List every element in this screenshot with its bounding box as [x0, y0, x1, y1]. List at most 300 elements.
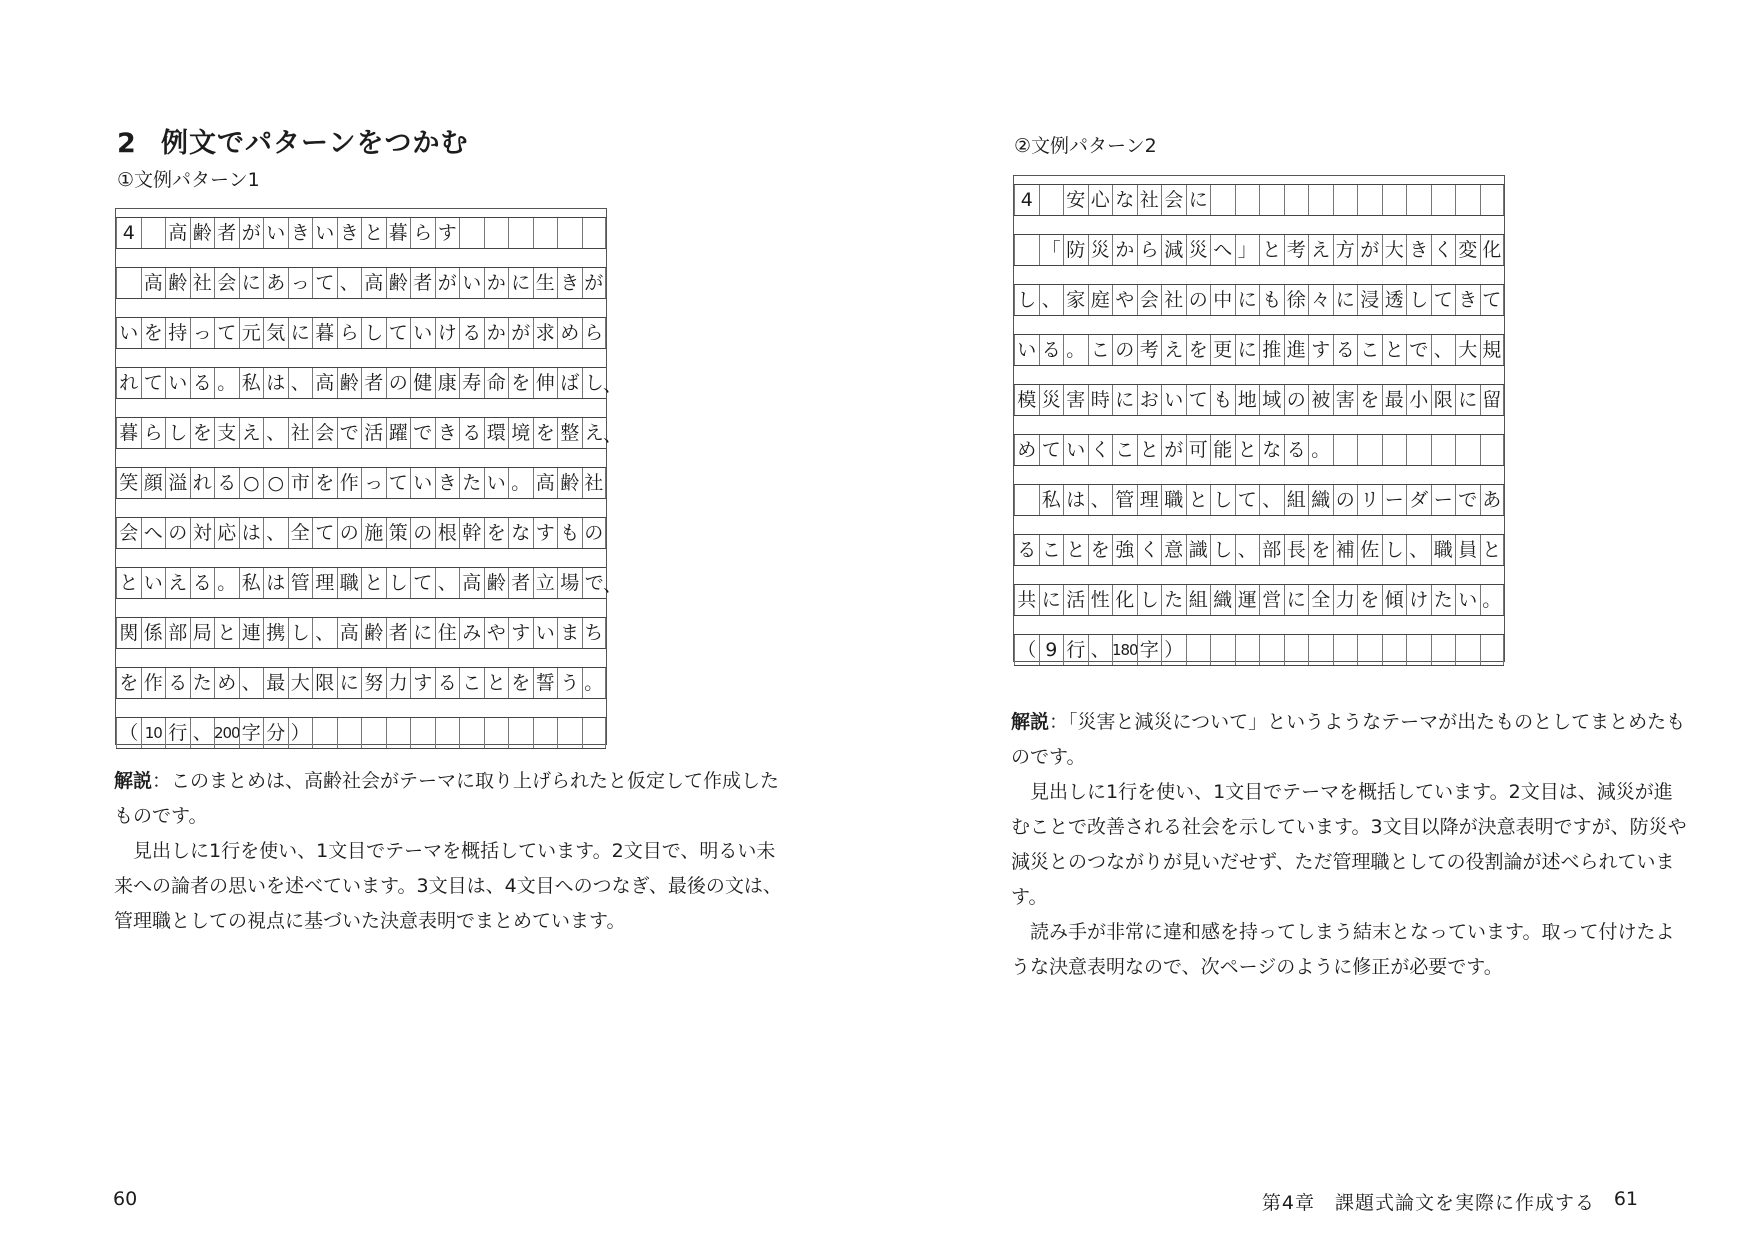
manuscript-cell: 4 [1014, 185, 1039, 215]
manuscript-cell: 。 [214, 568, 239, 598]
manuscript-cell: は [263, 568, 288, 598]
manuscript-cell: 時 [1088, 385, 1113, 415]
manuscript-cell [459, 218, 484, 248]
manuscript-cell: 災 [1088, 235, 1113, 265]
manuscript-cell: え [582, 418, 607, 448]
manuscript-cell: に [410, 618, 435, 648]
manuscript-cell: 共 [1014, 585, 1039, 615]
manuscript-cell: 高 [533, 468, 558, 498]
manuscript-cell: に [508, 268, 533, 298]
manuscript-cell: 、 [337, 268, 362, 298]
manuscript-cell: に [1284, 585, 1309, 615]
manuscript-cell: と [1235, 435, 1260, 465]
manuscript-cell: 力 [1333, 585, 1358, 615]
manuscript-cell: 生 [533, 268, 558, 298]
manuscript-cell: 躍 [386, 418, 411, 448]
manuscript-row [116, 717, 606, 749]
manuscript-cell [1186, 635, 1211, 665]
manuscript-cell: ○ [263, 468, 288, 498]
manuscript-cell: 施 [361, 518, 386, 548]
manuscript-cell: 、 [1431, 335, 1456, 365]
manuscript-cell: で [337, 418, 362, 448]
manuscript-cell: え [1161, 335, 1186, 365]
explanation-paragraph: 読み手が非常に違和感を持ってしまう結末となっています。取って付けたような決意表明なので、次ページのように修正が必要です。 [1011, 921, 1675, 978]
page-number: 61 [1613, 1188, 1638, 1210]
manuscript-cell: 、 [1259, 485, 1284, 515]
manuscript-cell: 齢 [484, 568, 509, 598]
manuscript-cell: 庭 [1088, 285, 1113, 315]
manuscript-cell: に [1455, 385, 1480, 415]
manuscript-cell [1455, 185, 1480, 215]
manuscript-cell: 、 [190, 718, 215, 748]
manuscript-cell: る [459, 418, 484, 448]
manuscript-cell: 局 [190, 618, 215, 648]
manuscript-cell: っ [190, 318, 215, 348]
manuscript-cell: に [1186, 185, 1211, 215]
manuscript-cell: 会 [214, 268, 239, 298]
manuscript-cell: て [410, 568, 435, 598]
manuscript-cell: す [533, 518, 558, 548]
manuscript-cell: 強 [1112, 535, 1137, 565]
manuscript-row [116, 417, 622, 449]
manuscript-cell: 分 [263, 718, 288, 748]
manuscript-cell: 限 [312, 668, 337, 698]
manuscript-cell: 環 [484, 418, 509, 448]
manuscript-cell: い [165, 368, 190, 398]
manuscript-cell: き [435, 418, 460, 448]
manuscript-row [1014, 484, 1504, 516]
manuscript-cell [1480, 185, 1505, 215]
manuscript-cell [435, 718, 460, 748]
manuscript-row [1014, 284, 1504, 316]
manuscript-cell: 徐 [1284, 285, 1309, 315]
manuscript-cell: の [386, 368, 411, 398]
manuscript-cell: を [1357, 585, 1382, 615]
manuscript-cell: 、 [1406, 535, 1431, 565]
manuscript-cell: 高 [361, 268, 386, 298]
manuscript-cell: 、 [1235, 535, 1260, 565]
manuscript-cell: ら [410, 218, 435, 248]
manuscript-cell: ち [582, 618, 607, 648]
manuscript-cell: 齢 [386, 268, 411, 298]
manuscript-cell: 200 [214, 718, 239, 748]
manuscript-cell: 織 [1308, 485, 1333, 515]
manuscript-cell: い [459, 268, 484, 298]
manuscript-cell: 最 [263, 668, 288, 698]
manuscript-cell: も [557, 518, 582, 548]
manuscript-cell [1235, 185, 1260, 215]
manuscript-cell: が [1357, 235, 1382, 265]
manuscript-cell: 対 [190, 518, 215, 548]
manuscript-cell: る [459, 318, 484, 348]
manuscript-cell [1210, 185, 1235, 215]
manuscript-cell: 傾 [1382, 585, 1407, 615]
manuscript-cell: を [116, 668, 141, 698]
manuscript-cell: 小 [1406, 385, 1431, 415]
manuscript-cell: 害 [1333, 385, 1358, 415]
manuscript-cell: へ [141, 518, 166, 548]
manuscript-cell: に [1039, 585, 1064, 615]
manuscript-cell: ー [1431, 485, 1456, 515]
manuscript-grid-pattern-1 [115, 208, 622, 745]
manuscript-cell: は [1063, 485, 1088, 515]
manuscript-cell: 者 [508, 568, 533, 598]
manuscript-cell: が [1161, 435, 1186, 465]
manuscript-cell: 顔 [141, 468, 166, 498]
manuscript-cell: と [361, 218, 386, 248]
manuscript-cell: 、 [239, 668, 264, 698]
manuscript-cell: 支 [214, 418, 239, 448]
manuscript-cell [582, 718, 607, 748]
manuscript-cell: る [435, 668, 460, 698]
manuscript-cell: 幹 [459, 518, 484, 548]
manuscript-cell: め [1014, 435, 1039, 465]
manuscript-cell: 者 [214, 218, 239, 248]
manuscript-row [116, 217, 606, 249]
manuscript-cell: 4 [116, 218, 141, 248]
manuscript-cell: ー [1382, 485, 1407, 515]
manuscript-cell: 防 [1063, 235, 1088, 265]
manuscript-row [116, 617, 606, 649]
manuscript-cell: 社 [288, 418, 313, 448]
manuscript-cell [533, 718, 558, 748]
manuscript-cell [1284, 635, 1309, 665]
manuscript-cell: て [214, 318, 239, 348]
manuscript-cell: や [1112, 285, 1137, 315]
manuscript-cell: 中 [1210, 285, 1235, 315]
manuscript-cell [410, 718, 435, 748]
manuscript-cell: に [1333, 285, 1358, 315]
manuscript-cell: こ [459, 668, 484, 698]
manuscript-cell: 10 [141, 718, 166, 748]
chapter-footer: 第4章 課題式論文を実際に作成する [1261, 1192, 1595, 1214]
manuscript-row [116, 567, 622, 599]
manuscript-cell: て [1431, 285, 1456, 315]
manuscript-cell: す [410, 668, 435, 698]
manuscript-cell: 浸 [1357, 285, 1382, 315]
manuscript-cell: を [484, 518, 509, 548]
manuscript-cell: 」 [1235, 235, 1260, 265]
manuscript-row [116, 267, 606, 299]
manuscript-cell [1284, 185, 1309, 215]
manuscript-cell: に [337, 668, 362, 698]
manuscript-cell: と [1480, 535, 1505, 565]
manuscript-cell [508, 218, 533, 248]
manuscript-cell: あ [1480, 485, 1505, 515]
manuscript-cell: 私 [239, 568, 264, 598]
manuscript-cell [1431, 185, 1456, 215]
left-page [0, 0, 877, 1241]
manuscript-cell: 高 [312, 368, 337, 398]
manuscript-cell: 社 [190, 268, 215, 298]
explanation-label: 解説 [1011, 711, 1050, 733]
manuscript-cell: 溢 [165, 468, 190, 498]
manuscript-cell: 。 [1308, 435, 1333, 465]
manuscript-cell: 字 [239, 718, 264, 748]
manuscript-cell: 住 [435, 618, 460, 648]
manuscript-cell: 部 [1259, 535, 1284, 565]
manuscript-cell: 場 [557, 568, 582, 598]
manuscript-cell: の [1333, 485, 1358, 515]
manuscript-cell [337, 718, 362, 748]
manuscript-cell: が [508, 318, 533, 348]
manuscript-cell: 市 [288, 468, 313, 498]
manuscript-cell: 大 [1455, 335, 1480, 365]
manuscript-cell: （ [116, 718, 141, 748]
manuscript-cell: で [582, 568, 607, 598]
manuscript-cell: 識 [1186, 535, 1211, 565]
manuscript-cell: と [214, 618, 239, 648]
manuscript-cell: 変 [1455, 235, 1480, 265]
manuscript-cell [484, 218, 509, 248]
manuscript-cell: 、 [263, 518, 288, 548]
manuscript-cell: 営 [1259, 585, 1284, 615]
manuscript-cell: て [1186, 385, 1211, 415]
manuscript-cell [1357, 635, 1382, 665]
manuscript-cell: 持 [165, 318, 190, 348]
manuscript-cell: 推 [1259, 335, 1284, 365]
manuscript-cell: 規 [1480, 335, 1505, 365]
manuscript-grid-pattern-2 [1013, 175, 1505, 662]
manuscript-cell: 高 [141, 268, 166, 298]
manuscript-cell [1480, 635, 1505, 665]
manuscript-cell: 応 [214, 518, 239, 548]
manuscript-cell: 高 [165, 218, 190, 248]
manuscript-cell: く [1137, 535, 1162, 565]
right-page [877, 0, 1755, 1241]
manuscript-cell: ） [288, 718, 313, 748]
manuscript-cell: は [263, 368, 288, 398]
manuscript-cell: っ [361, 468, 386, 498]
manuscript-cell [1357, 435, 1382, 465]
manuscript-cell: え [1308, 235, 1333, 265]
manuscript-cell: た [1431, 585, 1456, 615]
manuscript-row [116, 367, 622, 399]
manuscript-cell: の [1284, 385, 1309, 415]
manuscript-cell [1333, 435, 1358, 465]
manuscript-cell: と [484, 668, 509, 698]
manuscript-row [1014, 634, 1504, 666]
margin-punctuation: 、 [602, 373, 622, 396]
manuscript-cell: 、 [1088, 635, 1113, 665]
manuscript-cell: 立 [533, 568, 558, 598]
manuscript-cell: 元 [239, 318, 264, 348]
manuscript-cell: と [1137, 435, 1162, 465]
manuscript-cell: 性 [1088, 585, 1113, 615]
manuscript-cell: 会 [116, 518, 141, 548]
manuscript-cell [1382, 185, 1407, 215]
manuscript-cell: を [508, 368, 533, 398]
manuscript-cell: ら [337, 318, 362, 348]
manuscript-cell: こ [1357, 335, 1382, 365]
manuscript-cell: と [1259, 235, 1284, 265]
manuscript-cell: い [1161, 385, 1186, 415]
manuscript-cell: き [1455, 285, 1480, 315]
manuscript-cell: 。 [1063, 335, 1088, 365]
manuscript-cell [1210, 635, 1235, 665]
manuscript-cell: ば [557, 368, 582, 398]
manuscript-cell: 「 [1039, 235, 1064, 265]
explanation-pattern-2 [1011, 705, 1691, 985]
manuscript-cell: し [582, 368, 607, 398]
manuscript-cell: ダ [1406, 485, 1431, 515]
manuscript-cell [557, 218, 582, 248]
manuscript-cell: 可 [1186, 435, 1211, 465]
manuscript-cell: て [312, 268, 337, 298]
section-title: 例文でパターンをつかむ [161, 128, 469, 159]
manuscript-cell: 方 [1333, 235, 1358, 265]
manuscript-cell: 意 [1161, 535, 1186, 565]
manuscript-cell: 大 [288, 668, 313, 698]
manuscript-cell: 組 [1284, 485, 1309, 515]
manuscript-cell: 家 [1063, 285, 1088, 315]
manuscript-cell: て [1039, 435, 1064, 465]
manuscript-cell: 社 [1137, 185, 1162, 215]
manuscript-cell [459, 718, 484, 748]
manuscript-cell: 管 [288, 568, 313, 598]
manuscript-cell: こ [1112, 435, 1137, 465]
manuscript-cell: な [1259, 435, 1284, 465]
manuscript-cell: を [1186, 335, 1211, 365]
manuscript-cell: た [1161, 585, 1186, 615]
manuscript-cell: 。 [1480, 585, 1505, 615]
manuscript-cell: の [1186, 285, 1211, 315]
manuscript-cell: 害 [1063, 385, 1088, 415]
manuscript-cell: と [1382, 335, 1407, 365]
manuscript-cell: が [239, 218, 264, 248]
manuscript-cell: ○ [239, 468, 264, 498]
explanation-paragraph: 見出しに1行を使い、1文目でテーマを概括しています。2文目は、減災が進むことで改善される社会を示しています。3文目以降が決意表明ですが、防災や減災とのつながりが見いだせず、ただ管理職としての役割論が述べられています。 [1011, 781, 1687, 908]
manuscript-cell: こ [1039, 535, 1064, 565]
manuscript-cell: 暮 [116, 418, 141, 448]
manuscript-cell: 字 [1137, 635, 1162, 665]
explanation-first: ：「災害と減災について」というようなテーマが出たものとしてまとめたものです。 [1011, 711, 1686, 768]
manuscript-cell: ら [141, 418, 166, 448]
manuscript-cell: て [312, 518, 337, 548]
manuscript-cell: 佐 [1357, 535, 1382, 565]
manuscript-cell: に [1235, 285, 1260, 315]
manuscript-cell: き [435, 468, 460, 498]
manuscript-cell [1235, 635, 1260, 665]
manuscript-cell: 康 [435, 368, 460, 398]
manuscript-cell: あ [263, 268, 288, 298]
manuscript-cell: 被 [1308, 385, 1333, 415]
manuscript-cell: い [1063, 435, 1088, 465]
manuscript-cell: 化 [1480, 235, 1505, 265]
manuscript-cell: た [190, 668, 215, 698]
manuscript-cell [508, 718, 533, 748]
manuscript-row [1014, 584, 1504, 616]
manuscript-cell: 齢 [557, 468, 582, 498]
margin-punctuation: 、 [602, 423, 622, 446]
manuscript-cell: 、 [312, 618, 337, 648]
manuscript-cell: 部 [165, 618, 190, 648]
manuscript-cell: る [214, 468, 239, 498]
manuscript-cell: 織 [1210, 585, 1235, 615]
manuscript-cell: ら [582, 318, 607, 348]
margin-punctuation: 、 [602, 573, 622, 596]
manuscript-row [1014, 434, 1504, 466]
manuscript-cell [141, 218, 166, 248]
manuscript-cell: 心 [1088, 185, 1113, 215]
manuscript-cell [1480, 435, 1505, 465]
manuscript-cell: 力 [386, 668, 411, 698]
manuscript-cell: 暮 [312, 318, 337, 348]
manuscript-cell: い [1455, 585, 1480, 615]
manuscript-cell: へ [1210, 235, 1235, 265]
manuscript-cell: し [386, 568, 411, 598]
explanation-label: 解説 [114, 770, 153, 792]
manuscript-cell [1333, 635, 1358, 665]
manuscript-cell: 、 [288, 368, 313, 398]
manuscript-cell: 携 [263, 618, 288, 648]
manuscript-cell: 考 [1284, 235, 1309, 265]
manuscript-cell: 。 [214, 368, 239, 398]
manuscript-cell: け [1406, 585, 1431, 615]
manuscript-cell: 社 [1161, 285, 1186, 315]
manuscript-cell: い [116, 318, 141, 348]
manuscript-cell [582, 218, 607, 248]
manuscript-cell: 最 [1382, 385, 1407, 415]
manuscript-cell: え [165, 568, 190, 598]
manuscript-cell: ） [1161, 635, 1186, 665]
manuscript-cell: な [1112, 185, 1137, 215]
manuscript-cell [484, 718, 509, 748]
manuscript-cell: 180 [1112, 635, 1137, 665]
manuscript-cell: て [386, 468, 411, 498]
manuscript-cell: （ [1014, 635, 1039, 665]
manuscript-cell: ら [1137, 235, 1162, 265]
manuscript-cell: 齢 [165, 268, 190, 298]
manuscript-cell: を [1357, 385, 1382, 415]
manuscript-cell: は [239, 518, 264, 548]
manuscript-cell: を [141, 318, 166, 348]
manuscript-cell: 能 [1210, 435, 1235, 465]
manuscript-cell [386, 718, 411, 748]
manuscript-cell: 組 [1186, 585, 1211, 615]
manuscript-cell: 理 [312, 568, 337, 598]
manuscript-cell: 透 [1382, 285, 1407, 315]
manuscript-cell [1431, 635, 1456, 665]
manuscript-cell: 理 [1137, 485, 1162, 515]
manuscript-cell: に [288, 318, 313, 348]
manuscript-cell [1382, 435, 1407, 465]
manuscript-cell: く [1431, 235, 1456, 265]
manuscript-cell: 9 [1039, 635, 1064, 665]
manuscript-cell: る [1333, 335, 1358, 365]
manuscript-cell: れ [190, 468, 215, 498]
manuscript-cell: 健 [410, 368, 435, 398]
manuscript-cell: 長 [1284, 535, 1309, 565]
manuscript-cell [1039, 185, 1064, 215]
manuscript-cell: す [1308, 335, 1333, 365]
manuscript-cell: 者 [361, 368, 386, 398]
manuscript-cell: 社 [582, 468, 607, 498]
manuscript-cell: て [1480, 285, 1505, 315]
manuscript-cell: し [288, 618, 313, 648]
manuscript-cell: 作 [337, 468, 362, 498]
manuscript-cell: め [557, 318, 582, 348]
manuscript-cell: か [484, 318, 509, 348]
manuscript-cell: っ [288, 268, 313, 298]
manuscript-cell: す [508, 618, 533, 648]
manuscript-cell [1259, 185, 1284, 215]
manuscript-row [1014, 534, 1504, 566]
manuscript-cell: 会 [312, 418, 337, 448]
manuscript-cell: 努 [361, 668, 386, 698]
manuscript-cell: み [459, 618, 484, 648]
manuscript-cell: し [1210, 535, 1235, 565]
